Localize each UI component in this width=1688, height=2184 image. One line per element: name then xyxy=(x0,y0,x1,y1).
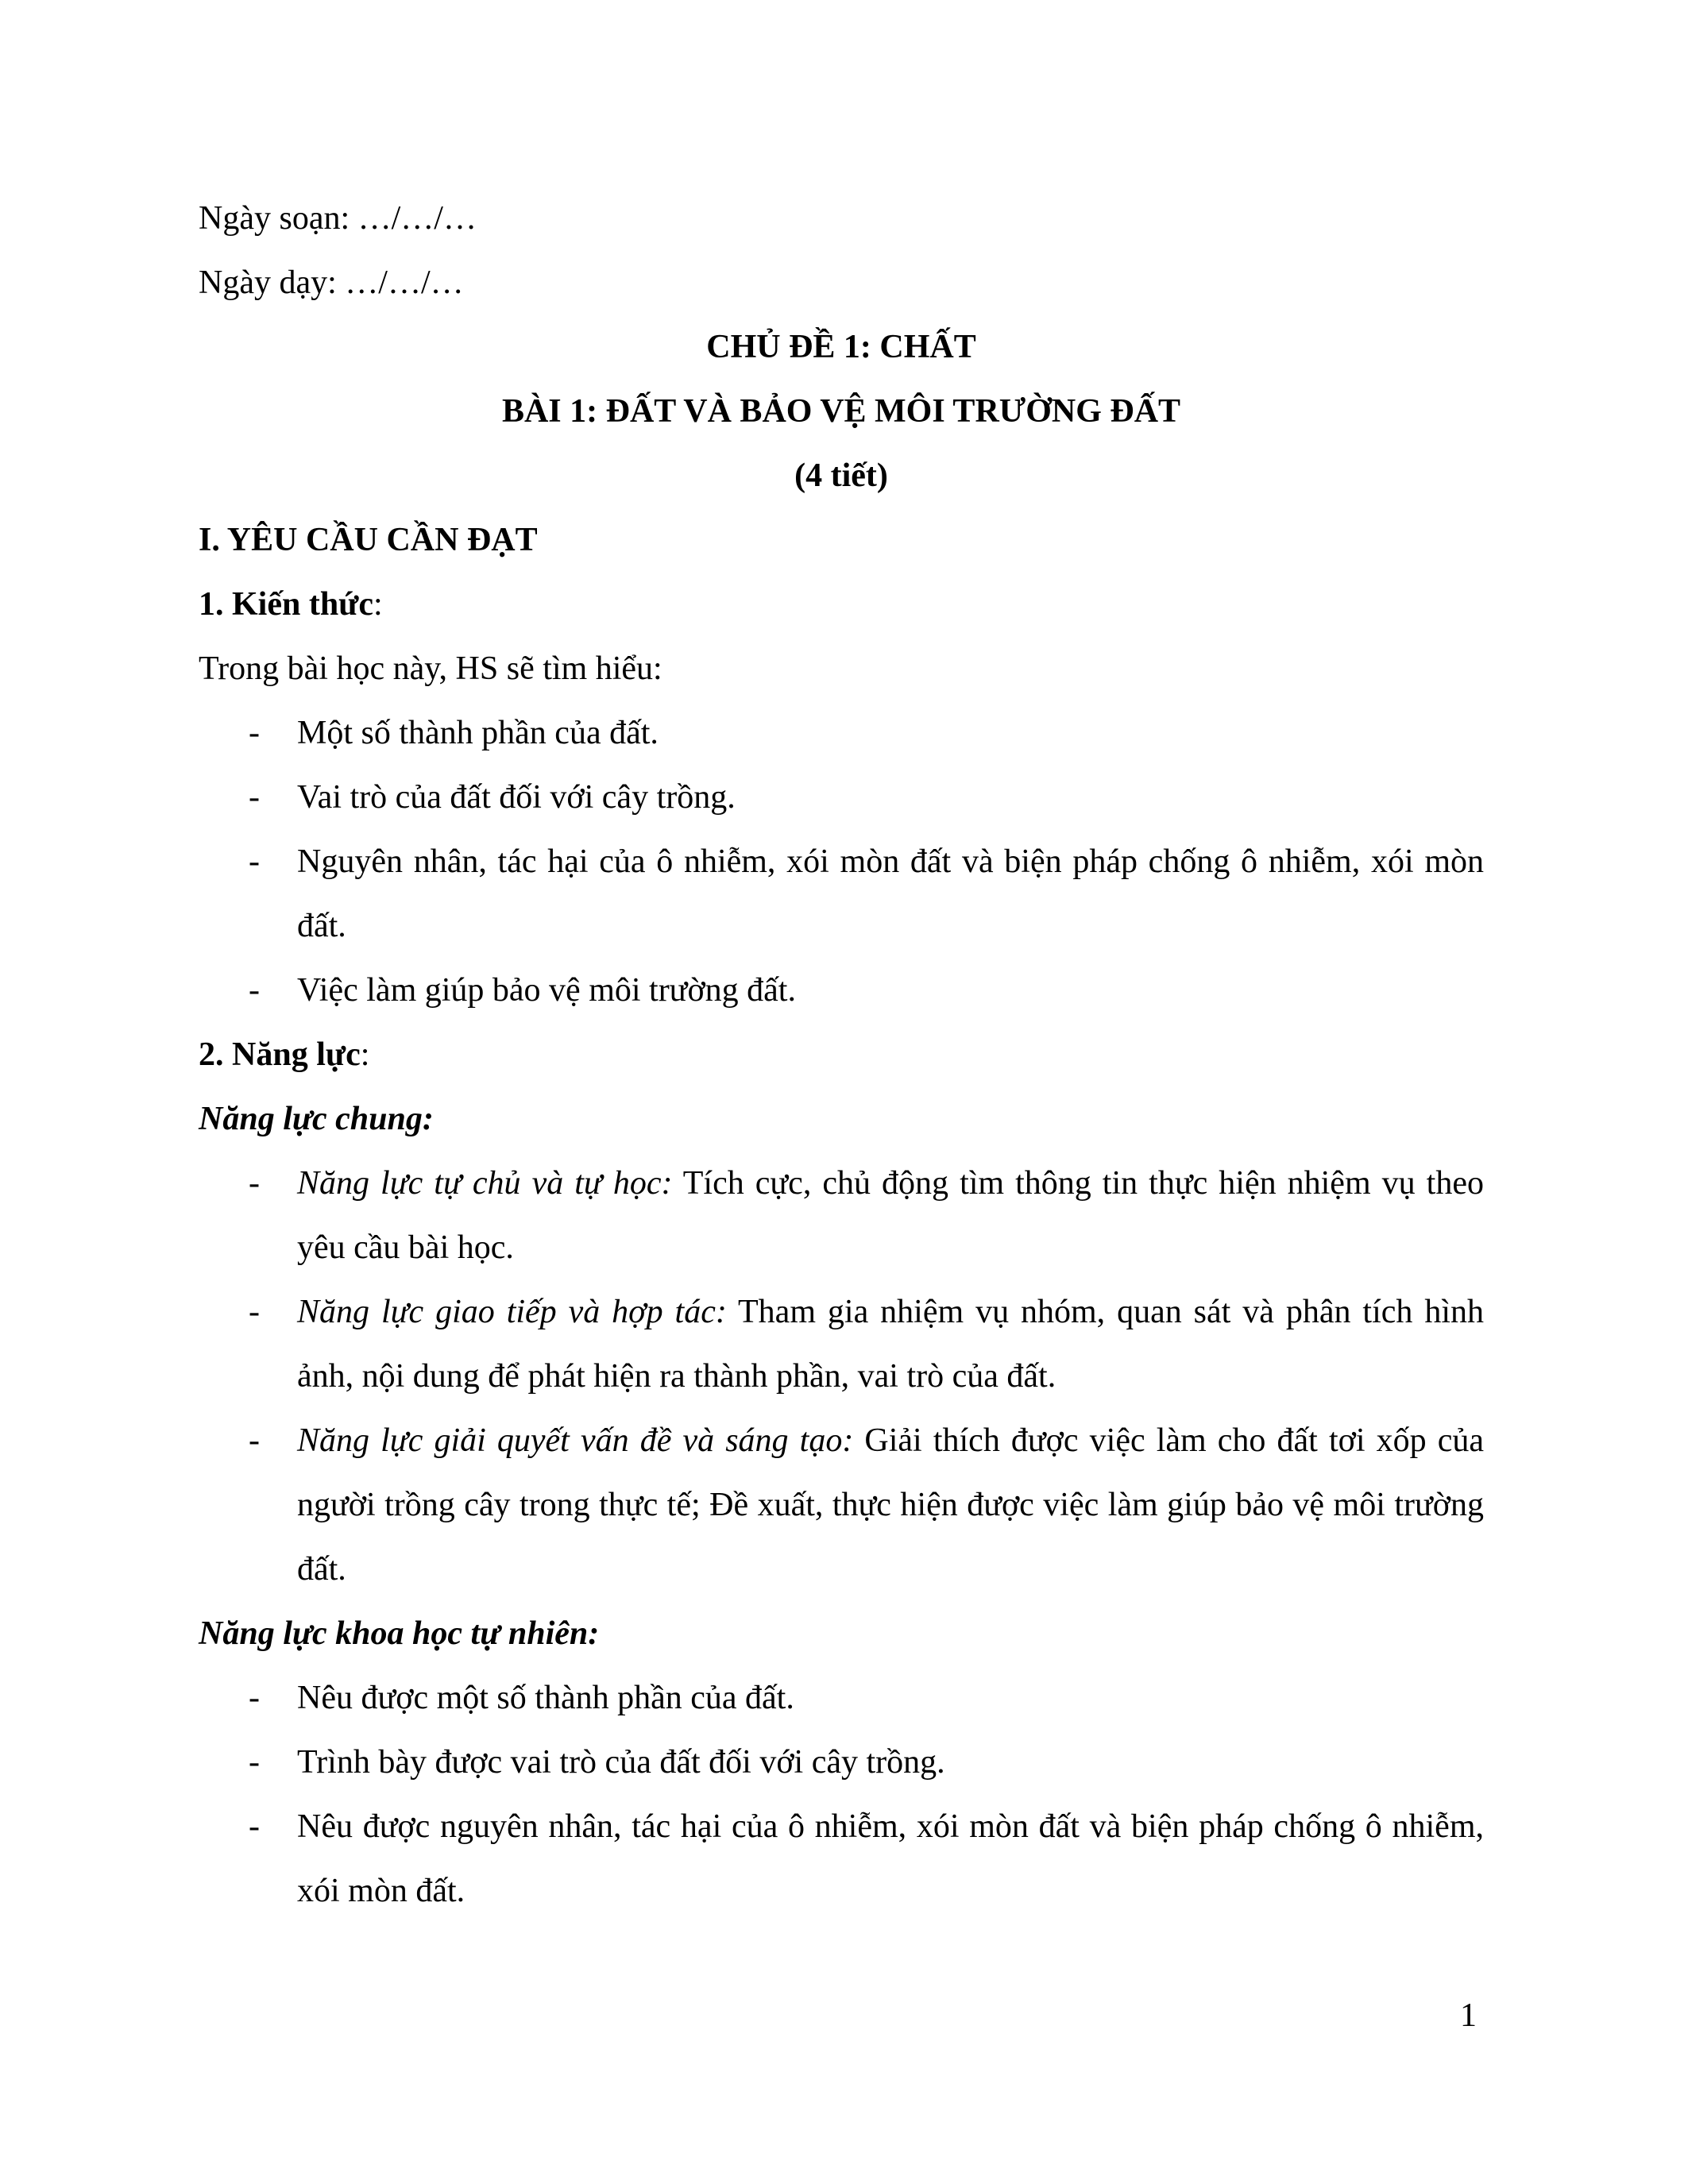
bullet-dash: - xyxy=(249,1808,260,1845)
science-competence-item-text: Nêu được nguyên nhân, tác hại của ô nhiễm, xói mòn đất và biện pháp chống ô nhiễm, xói mòn đất. xyxy=(297,1808,1484,1909)
periods-count: (4 tiết) xyxy=(794,457,888,494)
document-content xyxy=(199,187,1484,1924)
general-competence-item xyxy=(199,1280,1484,1409)
general-competence-item-text xyxy=(297,1280,1484,1409)
teaching-date: Ngày dạy: …/…/… xyxy=(199,264,464,301)
knowledge-list-item xyxy=(199,766,1484,830)
bullet-dash: - xyxy=(249,715,260,751)
knowledge-intro: Trong bài học này, HS sẽ tìm hiểu: xyxy=(199,650,662,687)
competence-heading-label: 2. Năng lực xyxy=(199,1036,361,1073)
knowledge-item-text: Một số thành phần của đất. xyxy=(297,715,659,751)
general-competence-item-label: Năng lực tự chủ và tự học: xyxy=(297,1165,673,1202)
science-competence-heading: Năng lực khoa học tự nhiên: xyxy=(199,1615,600,1652)
general-competence-heading: Năng lực chung: xyxy=(199,1101,434,1137)
knowledge-list-item xyxy=(199,959,1484,1023)
knowledge-list-item xyxy=(199,830,1484,959)
general-competence-item-text xyxy=(297,1409,1484,1602)
general-competence-item xyxy=(199,1409,1484,1602)
knowledge-item-text: Nguyên nhân, tác hại của ô nhiễm, xói mòn đất và biện pháp chống ô nhiễm, xói mòn đất. xyxy=(297,843,1484,944)
science-competence-item xyxy=(199,1666,1484,1731)
knowledge-heading-colon: : xyxy=(373,586,383,623)
section-heading-requirements: I. YÊU CẦU CẦN ĐẠT xyxy=(199,522,538,558)
competence-heading-colon: : xyxy=(360,1036,370,1073)
bullet-dash: - xyxy=(249,1165,260,1202)
general-competence-item-description: Tích cực, chủ động tìm thông tin thực hiện nhiệm vụ theo yêu cầu bài học. xyxy=(297,1165,1484,1266)
bullet-dash: - xyxy=(249,779,260,816)
bullet-dash: - xyxy=(249,1744,260,1781)
lesson-title: BÀI 1: ĐẤT VÀ BẢO VỆ MÔI TRƯỜNG ĐẤT xyxy=(501,393,1181,430)
knowledge-item-text: Việc làm giúp bảo vệ môi trường đất. xyxy=(297,972,796,1009)
science-competence-item xyxy=(199,1731,1484,1795)
knowledge-item-text: Vai trò của đất đối với cây trồng. xyxy=(297,779,736,816)
science-competence-item xyxy=(199,1795,1484,1924)
preparation-date: Ngày soạn: …/…/… xyxy=(199,200,477,237)
knowledge-heading xyxy=(199,573,1484,637)
topic-title: CHỦ ĐỀ 1: CHẤT xyxy=(706,329,976,365)
bullet-dash: - xyxy=(249,843,260,880)
general-competence-item xyxy=(199,1152,1484,1280)
general-competence-item-text xyxy=(297,1152,1484,1280)
competence-heading xyxy=(199,1023,1484,1087)
general-competence-item-description: Tham gia nhiệm vụ nhóm, quan sát và phân tích hình ảnh, nội dung để phát hiện ra thành phần, vai trò của đất. xyxy=(297,1294,1485,1395)
page-number: 1 xyxy=(1460,1997,1477,2034)
general-competence-item-label: Năng lực giải quyết vấn đề và sáng tạo: xyxy=(297,1422,854,1459)
bullet-dash: - xyxy=(249,1680,260,1716)
bullet-dash: - xyxy=(249,972,260,1009)
science-competence-item-text: Nêu được một số thành phần của đất. xyxy=(297,1680,794,1716)
general-competence-item-description: Giải thích được việc làm cho đất tơi xốp của người trồng cây trong thực tế; Đề xuất, thực hiện được việc làm giúp bảo vệ môi trường đất. xyxy=(297,1422,1485,1588)
bullet-dash: - xyxy=(249,1422,260,1459)
science-competence-item-text: Trình bày được vai trò của đất đối với cây trồng. xyxy=(297,1744,945,1781)
bullet-dash: - xyxy=(249,1294,260,1330)
knowledge-heading-label: 1. Kiến thức xyxy=(199,586,374,623)
knowledge-list-item xyxy=(199,701,1484,766)
general-competence-item-label: Năng lực giao tiếp và hợp tác: xyxy=(297,1294,727,1330)
